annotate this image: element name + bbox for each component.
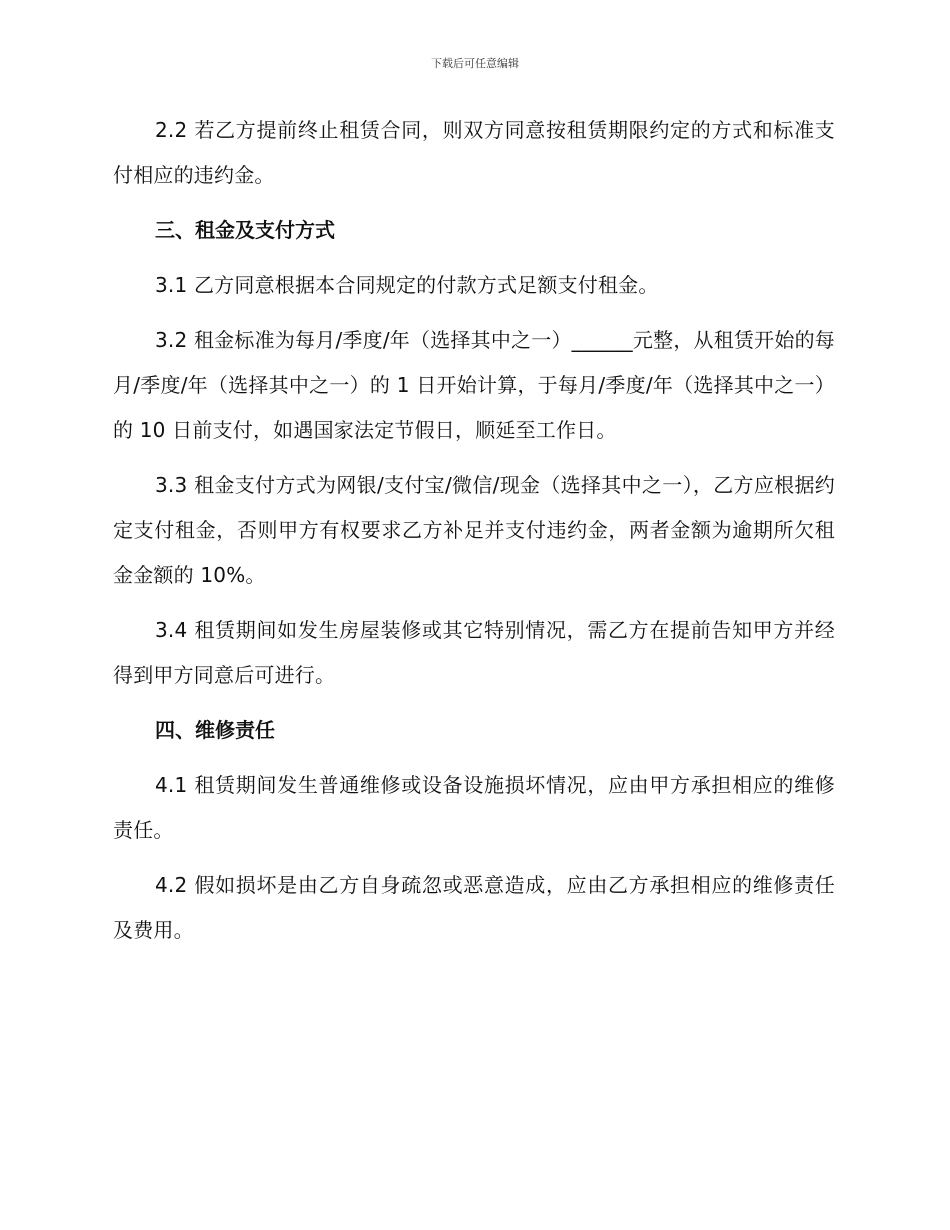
clause-3-4: 3.4 租赁期间如发生房屋装修或其它特别情况，需乙方在提前告知甲方并经得到甲方同意后可进行。 — [113, 618, 835, 687]
clause-4-1: 4.1 租赁期间发生普通维修或设备设施损坏情况，应由甲方承担相应的维修责任。 — [113, 773, 835, 842]
clause-3-2: 3.2 租金标准为每月/季度/年（选择其中之一）______元整，从租赁开始的每月/季度/年（选择其中之一）的 1 日开始计算，于每月/季度/年（选择其中之一）的 10 日前支付，如遇国家法定节假日，顺延至工作日。 — [113, 328, 835, 442]
clause-3-3: 3.3 租金支付方式为网银/支付宝/微信/现金（选择其中之一），乙方应根据约定支付租金，否则甲方有权要求乙方补足并支付违约金，两者金额为逾期所欠租金金额的 10%。 — [113, 473, 835, 587]
clause-3-1: 3.1 乙方同意根据本合同规定的付款方式足额支付租金。 — [155, 273, 659, 297]
document-body — [113, 108, 835, 953]
page-header: 下载后可任意编辑 — [431, 57, 519, 70]
section-4-heading: 四、维修责任 — [155, 718, 275, 742]
clause-2-2: 2.2 若乙方提前终止租赁合同，则双方同意按租赁期限约定的方式和标准支付相应的违约金。 — [113, 118, 835, 187]
clause-4-2: 4.2 假如损坏是由乙方自身疏忽或恶意造成，应由乙方承担相应的维修责任及费用。 — [113, 873, 835, 942]
section-3-heading: 三、租金及支付方式 — [155, 218, 335, 242]
